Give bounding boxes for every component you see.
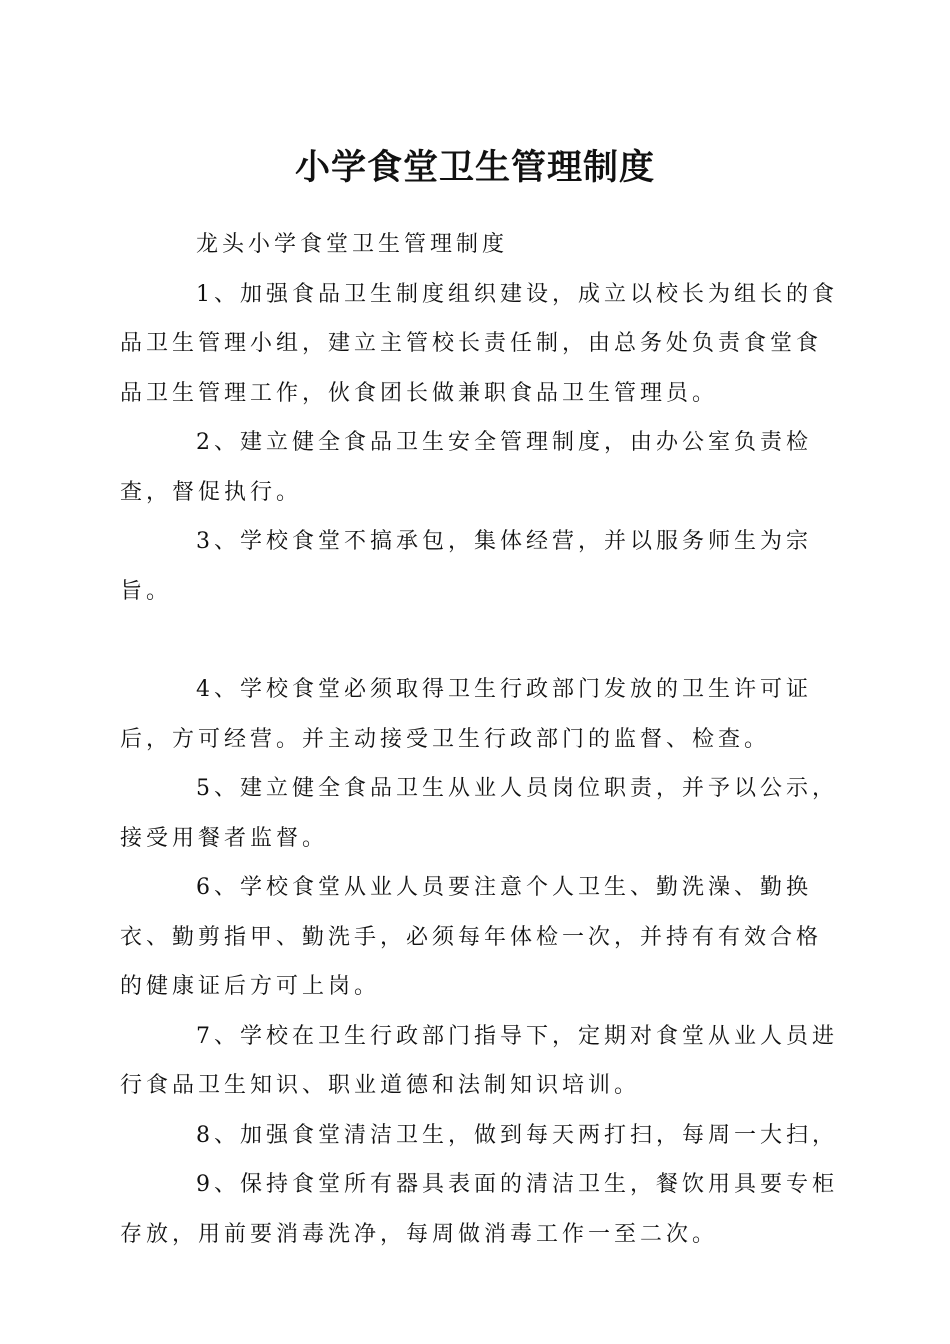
rule-paragraph-5: 5、建立健全食品卫生从业人员岗位职责，并予以公示，接受用餐者监督。 [120,776,838,851]
document-title: 小学食堂卫生管理制度 [294,147,655,188]
rule-paragraph-6: 6、学校食堂从业人员要注意个人卫生、勤洗澡、勤换衣、勤剪指甲、勤洗手，必须每年体检一次，并持有有效合格的健康证后方可上岗。 [120,875,823,999]
rule-paragraph-2: 2、建立健全食品卫生安全管理制度，由办公室负责检查，督促执行。 [120,430,812,505]
rule-paragraph-7: 7、学校在卫生行政部门指导下，定期对食堂从业人员进行食品卫生知识、职业道德和法制知识培训。 [120,1023,838,1098]
rule-paragraph-1: 1、加强食品卫生制度组织建设，成立以校长为组长的食品卫生管理小组，建立主管校长责任制，由总务处负责食堂食品卫生管理工作，伙食团长做兼职食品卫生管理员。 [120,281,838,406]
rule-paragraph-4: 4、学校食堂必须取得卫生行政部门发放的卫生许可证后，方可经营。并主动接受卫生行政部门的监督、检查。 [120,677,812,752]
rule-paragraph-8: 8、加强食堂清洁卫生，做到每天两打扫，每周一大扫， [196,1122,838,1148]
rule-paragraph-9: 9、保持食堂所有器具表面的清洁卫生，餐饮用具要专柜存放，用前要消毒洗净，每周做消毒工作一至二次。 [120,1172,838,1247]
document-subtitle: 龙头小学食堂卫生管理制度 [196,232,509,257]
rule-paragraph-3: 3、学校食堂不搞承包，集体经营，并以服务师生为宗旨。 [120,529,812,604]
paragraph-spacer [120,616,838,665]
document-body [120,220,838,1259]
